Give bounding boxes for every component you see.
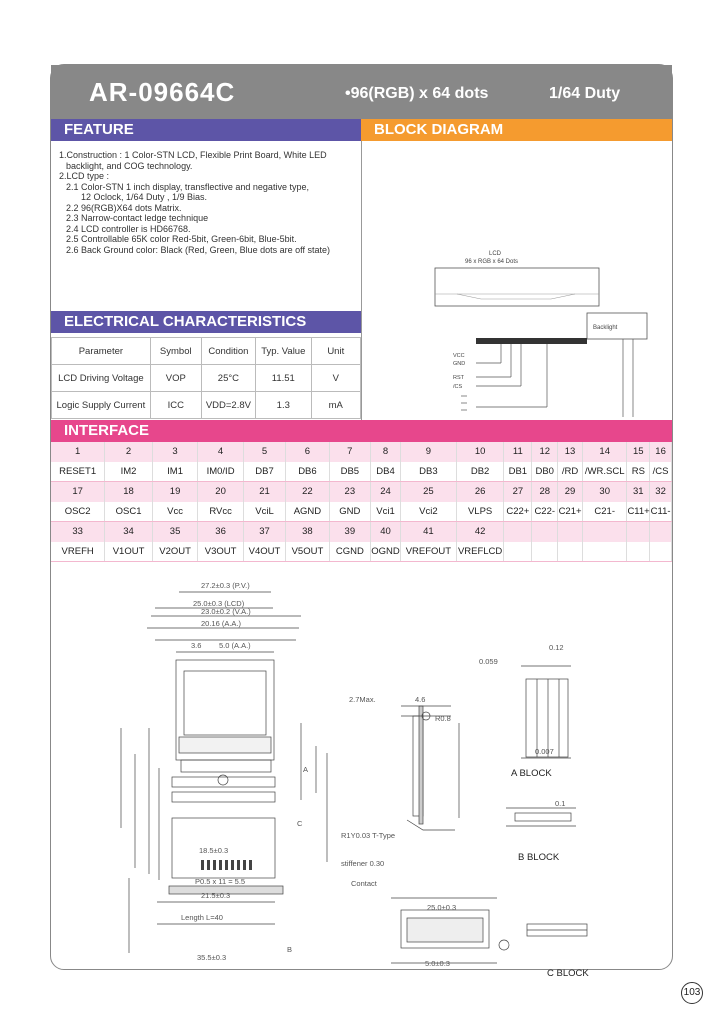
feature-list — [59, 150, 359, 255]
pin-signal: V5OUT — [286, 542, 329, 562]
pin-signal: C11- — [650, 502, 672, 522]
fpc-note2: stiffener 0.30 — [341, 859, 385, 868]
pin-number: 42 — [456, 522, 504, 542]
pin-signal — [532, 542, 558, 562]
dim-viewing: 25.0±0.3 (LCD) — [193, 599, 245, 608]
electrical-header: ELECTRICAL CHARACTERISTICS — [51, 311, 361, 333]
pin-number: 30 — [582, 482, 626, 502]
pin-signal — [582, 542, 626, 562]
b-block-label: B BLOCK — [518, 852, 560, 863]
dim-215: 21.5±0.3 — [201, 891, 231, 900]
pin-signal: DB7 — [243, 462, 285, 482]
pin-number: 6 — [286, 442, 329, 462]
pin-number: 38 — [286, 522, 329, 542]
pin-number: 41 — [400, 522, 456, 542]
tape-dim2: 5.0±0.3 — [425, 959, 450, 968]
pin-signal — [558, 542, 583, 562]
a-block-label: A BLOCK — [511, 768, 552, 779]
pin-signal: C21+ — [558, 502, 583, 522]
thick-max: 2.7Max. — [349, 695, 376, 704]
cell: 1.3 — [256, 392, 312, 419]
table-header-row — [52, 338, 361, 365]
dim-pix: 5.0 (A.A.) — [219, 641, 251, 650]
label-c: C — [297, 819, 303, 828]
pin-signal: OGND — [371, 542, 401, 562]
feature-line: 2.3 Narrow-contact ledge technique — [66, 213, 209, 223]
pin-number: 22 — [286, 482, 329, 502]
pin-signal: DB3 — [400, 462, 456, 482]
pin-signal: GND — [329, 502, 370, 522]
table-row — [52, 365, 361, 392]
dim-r08: R0.8 — [435, 714, 451, 723]
pin-number: 40 — [371, 522, 401, 542]
pin-signal: RESET1 — [51, 462, 105, 482]
pin-signal: IM2 — [105, 462, 153, 482]
pin-number: 14 — [582, 442, 626, 462]
cell: ICC — [150, 392, 201, 419]
pin-signal: Vci2 — [400, 502, 456, 522]
pin-signal: OSC2 — [51, 502, 105, 522]
pin-number: 3 — [152, 442, 198, 462]
pin-signal: CGND — [329, 542, 370, 562]
feature-header: FEATURE — [51, 119, 361, 141]
cell: V — [311, 365, 360, 392]
feature-line: 2.LCD type : — [59, 171, 110, 181]
pin-signal: V1OUT — [105, 542, 153, 562]
pin-number: 23 — [329, 482, 370, 502]
pin-number: 7 — [329, 442, 370, 462]
pin-number: 27 — [504, 482, 532, 502]
backlight-label: Backlight — [593, 325, 618, 331]
pin-number-row — [51, 522, 672, 542]
pin-signal: Vcc — [152, 502, 198, 522]
pin-signal: DB0 — [532, 462, 558, 482]
pin-number: 32 — [650, 482, 672, 502]
pin-number-row — [51, 482, 672, 502]
pin-signal — [650, 542, 672, 562]
col-typ-value: Typ. Value — [256, 338, 312, 365]
cs-label: /CS — [453, 384, 463, 390]
pin-number: 11 — [504, 442, 532, 462]
col-condition: Condition — [201, 338, 255, 365]
dim-185: 18.5±0.3 — [199, 846, 229, 855]
dim-aa: 20.16 (A.A.) — [201, 619, 242, 628]
dim-active: 23.0±0.2 (V.A.) — [201, 607, 251, 616]
pin-signal: C22- — [532, 502, 558, 522]
table-row — [52, 392, 361, 419]
fpc-note: R1Y0.03 T-Type — [341, 831, 396, 840]
pin-number: 13 — [558, 442, 583, 462]
label-a: A — [303, 765, 309, 774]
dim-01: 0.1 — [555, 799, 566, 808]
lcd-panel — [435, 268, 599, 306]
pin-signal-row — [51, 462, 672, 482]
pin-number: 2 — [105, 442, 153, 462]
dim-36: 3.6 — [191, 641, 202, 650]
pin-signal-row — [51, 502, 672, 522]
cell: Logic Supply Current — [52, 392, 151, 419]
cell: mA — [311, 392, 360, 419]
feature-line: 2.5 Controllable 65K color Red-5bit, Green-6bit, Blue-5bit. — [66, 234, 297, 244]
pin-number: 37 — [243, 522, 285, 542]
pin-number: 33 — [51, 522, 105, 542]
pin-signal: V4OUT — [243, 542, 285, 562]
pin-signal: OSC1 — [105, 502, 153, 522]
page-number: 103 — [681, 982, 703, 1004]
pin-signal: AGND — [286, 502, 329, 522]
pin-signal: V2OUT — [152, 542, 198, 562]
connector-strip — [476, 338, 587, 344]
pin-signal: VREFH — [51, 542, 105, 562]
pin-number — [532, 522, 558, 542]
dim-length: Length L=40 — [181, 913, 223, 922]
pin-number: 8 — [371, 442, 401, 462]
pin-number — [627, 522, 650, 542]
feature-line: backlight, and COG technology. — [66, 160, 193, 171]
pin-number: 28 — [532, 482, 558, 502]
dim-0059: 0.059 — [479, 657, 498, 666]
pin-number: 12 — [532, 442, 558, 462]
pin-signal: VREFLCD — [456, 542, 504, 562]
pin-signal: /WR.SCL — [582, 462, 626, 482]
pin-number: 20 — [198, 482, 244, 502]
electrical-table — [51, 337, 361, 419]
dim-outer: 27.2±0.3 (P.V.) — [201, 581, 250, 590]
c-block-label: C BLOCK — [547, 968, 589, 979]
cell: VDD=2.8V — [201, 392, 255, 419]
pin-signal: IM0/ID — [198, 462, 244, 482]
pin-number — [650, 522, 672, 542]
tape-dim: 25.0±0.3 — [427, 903, 457, 912]
pin-number: 1 — [51, 442, 105, 462]
mechanical-drawing — [51, 568, 672, 979]
pin-signal: /RD — [558, 462, 583, 482]
pin-number: 10 — [456, 442, 504, 462]
col-unit: Unit — [311, 338, 360, 365]
cell: 11.51 — [256, 365, 312, 392]
interface-header: INTERFACE — [51, 420, 672, 442]
dim-0007: 0.007 — [535, 747, 554, 756]
dim-pitch: P0.5 x 11 = 5.5 — [195, 877, 246, 886]
pin-number: 25 — [400, 482, 456, 502]
cell: 25°C — [201, 365, 255, 392]
vcc-label: VCC — [453, 353, 465, 359]
pin-number — [582, 522, 626, 542]
rst-label: RST — [453, 375, 464, 381]
dim-46: 4.6 — [415, 695, 426, 704]
pin-signal — [627, 542, 650, 562]
pin-signal: RVcc — [198, 502, 244, 522]
resolution-spec: •96(RGB) x 64 dots — [345, 85, 489, 102]
dim-bottom: 35.5±0.3 — [197, 953, 227, 962]
cell: VOP — [150, 365, 201, 392]
pin-signal-row — [51, 542, 672, 562]
pin-signal: DB6 — [286, 462, 329, 482]
lcd-resolution-label: 96 x RGB x 64 Dots — [465, 259, 519, 265]
pin-number: 4 — [198, 442, 244, 462]
feature-line: 2.1 Color-STN 1 inch display, transflective and negative type, — [66, 181, 309, 192]
pin-signal: DB2 — [456, 462, 504, 482]
pin-number: 39 — [329, 522, 370, 542]
pin-signal: C22+ — [504, 502, 532, 522]
interface-table — [51, 442, 672, 562]
pin-number: 35 — [152, 522, 198, 542]
duty-spec: 1/64 Duty — [549, 85, 621, 102]
pin-signal: RS — [627, 462, 650, 482]
pin-signal: IM1 — [152, 462, 198, 482]
pin-signal: VREFOUT — [400, 542, 456, 562]
pin-signal: C21- — [582, 502, 626, 522]
pin-number — [504, 522, 532, 542]
feature-line: 12 Oclock, 1/64 Duty , 1/9 Bias. — [81, 192, 208, 202]
pin-number: 21 — [243, 482, 285, 502]
pin-number — [558, 522, 583, 542]
pin-number: 26 — [456, 482, 504, 502]
pin-number: 17 — [51, 482, 105, 502]
pin-number: 9 — [400, 442, 456, 462]
pin-signal: DB4 — [371, 462, 401, 482]
label-b: B — [287, 945, 293, 954]
pin-number: 36 — [198, 522, 244, 542]
pin-number: 16 — [650, 442, 672, 462]
col-parameter: Parameter — [52, 338, 151, 365]
pin-signal: C11+ — [627, 502, 650, 522]
pin-signal: Vci1 — [371, 502, 401, 522]
pin-signal: VciL — [243, 502, 285, 522]
pin-signal: DB1 — [504, 462, 532, 482]
pin-number: 15 — [627, 442, 650, 462]
pin-number: 31 — [627, 482, 650, 502]
feature-line: 1.Construction : 1 Color-STN LCD, Flexible Print Board, White LED — [59, 150, 327, 160]
pin-number-row — [51, 442, 672, 462]
contact-label: Contact — [351, 879, 377, 888]
pin-number: 29 — [558, 482, 583, 502]
cell: LCD Driving Voltage — [52, 365, 151, 392]
model-title: AR-09664C — [89, 77, 236, 107]
pin-signal: /CS — [650, 462, 672, 482]
block-diagram — [361, 141, 672, 420]
feature-line: 2.4 LCD controller is HD66768. — [66, 223, 191, 234]
block-diagram-header: BLOCK DIAGRAM — [361, 119, 672, 141]
gnd-label: GND — [453, 361, 466, 367]
pin-number: 5 — [243, 442, 285, 462]
lcd-label: LCD — [489, 251, 502, 257]
pin-number: 34 — [105, 522, 153, 542]
pin-signal: VLPS — [456, 502, 504, 522]
feature-line: 2.2 96(RGB)X64 dots Matrix. — [66, 202, 182, 213]
title-bar — [51, 65, 672, 119]
dim-012: 0.12 — [549, 643, 564, 652]
pin-signal — [504, 542, 532, 562]
datasheet-frame — [50, 64, 673, 979]
col-symbol: Symbol — [150, 338, 201, 365]
pin-number: 24 — [371, 482, 401, 502]
feature-line: 2.6 Back Ground color: Black (Red, Green, Blue dots are off state) — [66, 244, 330, 255]
pin-number: 18 — [105, 482, 153, 502]
pin-signal: DB5 — [329, 462, 370, 482]
pin-number: 19 — [152, 482, 198, 502]
pin-signal: V3OUT — [198, 542, 244, 562]
